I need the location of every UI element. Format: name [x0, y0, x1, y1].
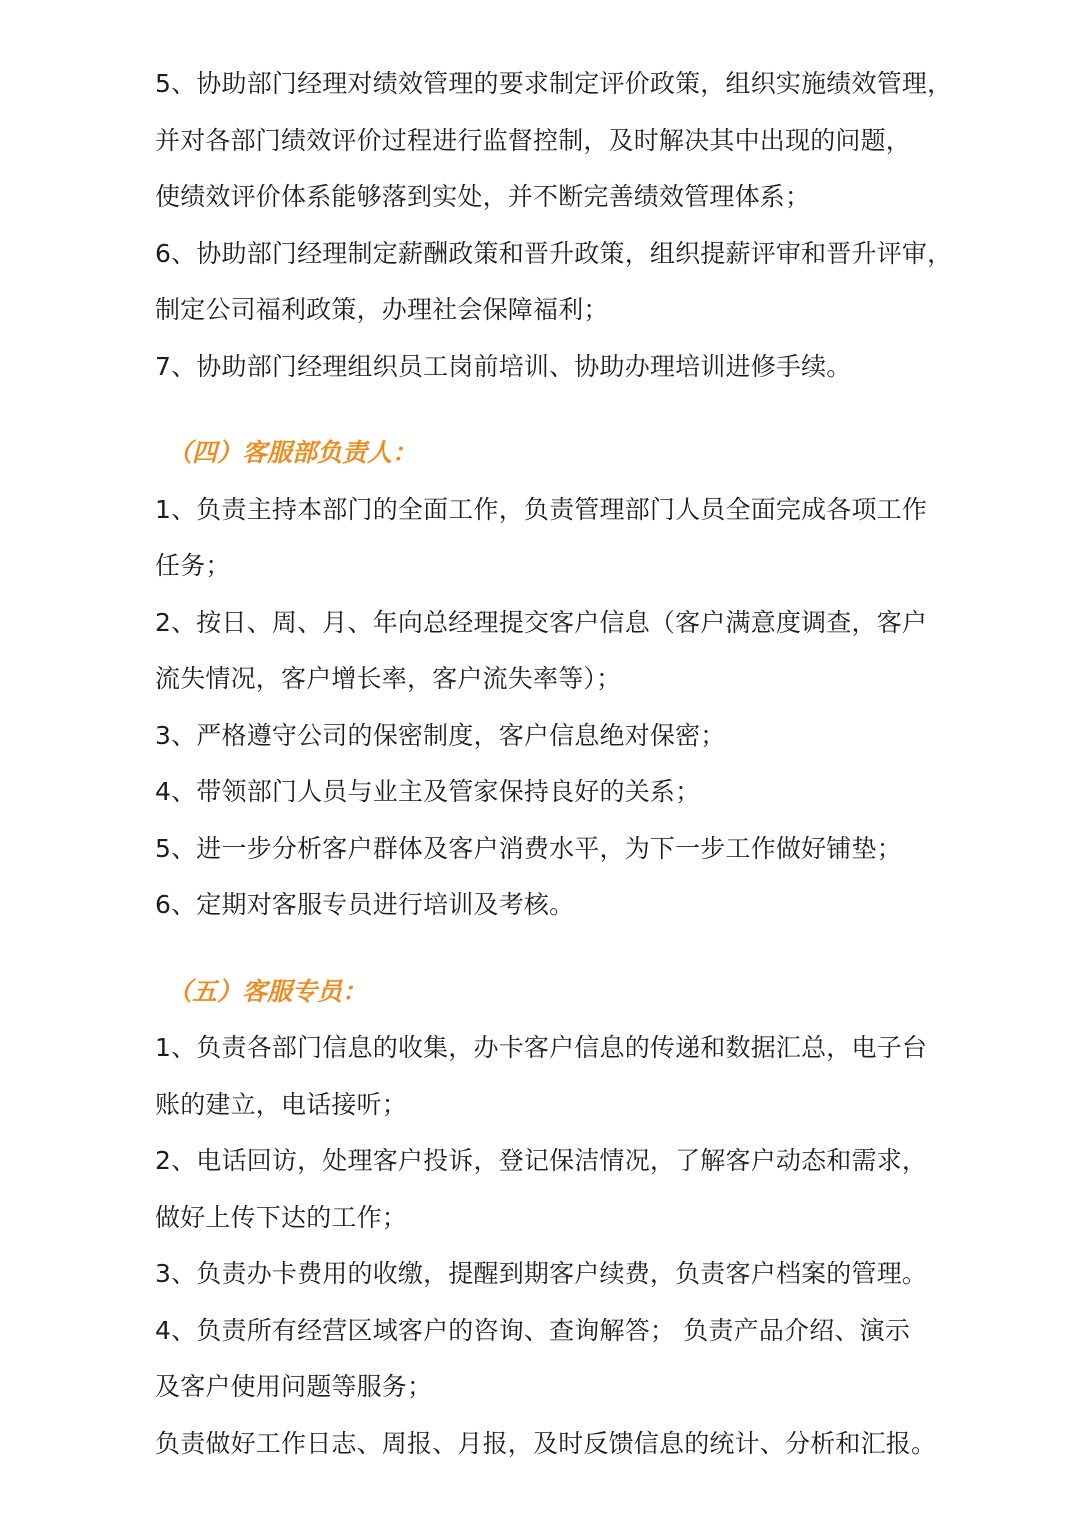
paragraph-line: 5、协助部门经理对绩效管理的要求制定评价政策，组织实施绩效管理， [155, 69, 953, 98]
section-continued [155, 56, 953, 395]
paragraph-line: 6、协助部门经理制定薪酬政策和晋升政策，组织提薪评审和晋升评审， [155, 238, 953, 268]
paragraph-line: 1、负责主持本部门的全面工作，负责管理部门人员全面完成各项工作 [155, 494, 928, 524]
section-heading: （四）客服部负责人： [167, 438, 418, 467]
paragraph-line: 5、进一步分析客户群体及客户消费水平，为下一步工作做好铺垫； [155, 833, 902, 863]
paragraph-line: 2、按日、周、月、年向总经理提交客户信息（客户满意度调查，客户 [155, 607, 928, 637]
section-gap [155, 395, 930, 425]
paragraph-line: 流失情况，客户增长率，客户流失率等）； [155, 664, 622, 693]
paragraph-line: 4、负责所有经营区域客户的咨询、查询解答； 负责产品介绍、演示 [155, 1315, 911, 1345]
paragraph-line: 7、协助部门经理组织员工岗前培训、协助办理培训进修手续。 [155, 351, 852, 381]
paragraph-line: 4、带领部门人员与业主及管家保持良好的关系； [155, 777, 701, 806]
paragraph-line: 1、负责各部门信息的收集，办卡客户信息的传递和数据汇总，电子台 [155, 1033, 928, 1062]
paragraph-line: 并对各部门绩效评价过程进行监督控制，及时解决其中出现的问题， [155, 125, 912, 155]
section-heading: （五）客服专员： [167, 976, 368, 1006]
paragraph-line: 2、电话回访，处理客户投诉，登记保洁情况，了解客户动态和需求， [155, 1146, 928, 1175]
paragraph-line: 任务； [155, 551, 231, 580]
section-customer-service-specialist [155, 964, 937, 1473]
section-gap [155, 934, 930, 964]
paragraph-line: 及客户使用问题等服务； [155, 1372, 433, 1401]
paragraph-line: 账的建立，电话接听； [155, 1089, 408, 1119]
paragraph-line: 使绩效评价体系能够落到实处，并不断完善绩效管理体系； [155, 182, 811, 211]
paragraph-line: 做好上传下达的工作； [155, 1202, 408, 1232]
paragraph-line: 负责做好工作日志、周报、月报，及时反馈信息的统计、分析和汇报。 [155, 1428, 937, 1458]
paragraph-line: 3、负责办卡费用的收缴，提醒到期客户续费，负责客户档案的管理。 [155, 1259, 928, 1288]
paragraph-line: 制定公司福利政策，办理社会保障福利； [155, 295, 609, 324]
paragraph-line: 3、严格遵守公司的保密制度，客户信息绝对保密； [155, 720, 726, 750]
section-customer-service-head [155, 425, 930, 934]
paragraph-line: 6、定期对客服专员进行培训及考核。 [155, 890, 575, 919]
